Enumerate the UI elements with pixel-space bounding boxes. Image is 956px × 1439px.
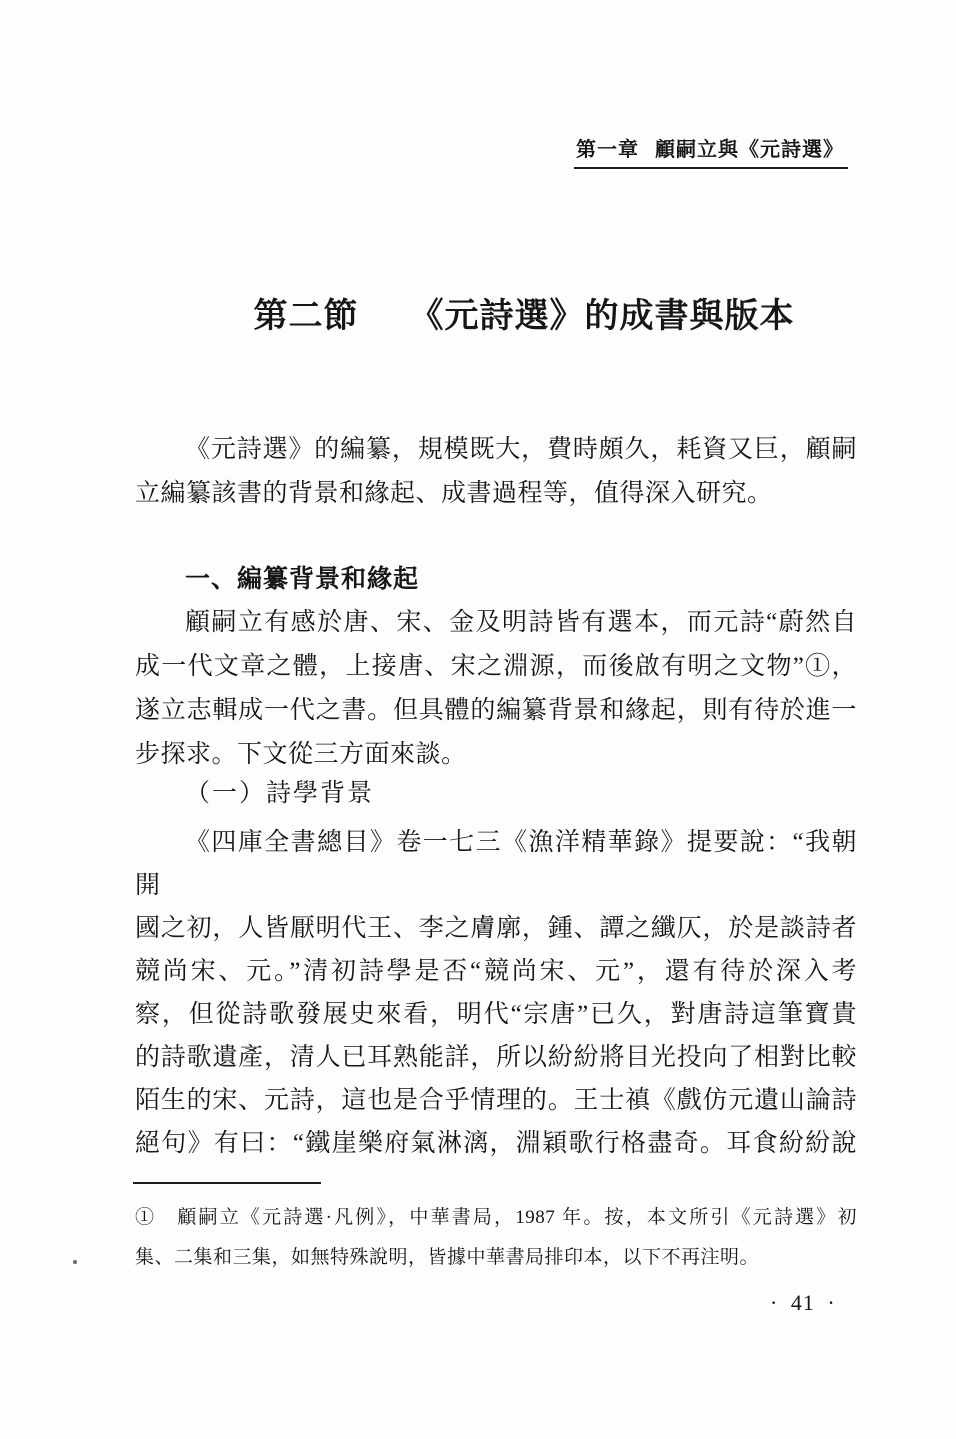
paragraph-line: 陌生的宋、元詩，這也是合乎情理的。王士禛《戲仿元遺山論詩 (135, 1087, 857, 1114)
paragraph-line: 遂立志輯成一代之書。但具體的編纂背景和緣起，則有待於進一 (135, 697, 857, 724)
scan-speck (73, 1260, 77, 1264)
footnote-line: 集、二集和三集，如無特殊說明，皆據中華書局排印本，以下不再注明。 (135, 1247, 760, 1268)
paragraph-line: 競尚宋、元。”清初詩學是否“競尚宋、元”，還有待於深入考 (135, 958, 857, 985)
paragraph-line: 立編纂該書的背景和緣起、成書過程等，值得深入研究。 (135, 480, 773, 507)
paragraph-line: 成一代文章之體，上接唐、宋之淵源，而後啟有明之文物”①， (135, 653, 857, 680)
paragraph-line: 絕句》有曰：“鐵崖樂府氣淋漓，淵穎歌行格盡奇。耳食紛紛說 (135, 1130, 857, 1157)
paragraph-line: 國之初，人皆厭明代王、李之膚廓，鍾、譚之纖仄，於是談詩者 (135, 915, 857, 942)
paragraph-line: 《四庫全書總目》卷一七三《漁洋精華錄》提要說：“我朝開 (135, 829, 857, 899)
section-title-text: 《元詩選》的成書與版本 (409, 297, 795, 335)
footnote-line: ① 顧嗣立《元詩選·凡例》，中華書局，1987 年。按，本文所引《元詩選》初 (135, 1207, 857, 1228)
paragraph-line: 步探求。下文從三方面來談。 (135, 741, 467, 768)
page-number: · 41 · (770, 1290, 836, 1315)
section-title-label: 第二節 (253, 297, 359, 335)
paragraph-line: 察，但從詩歌發展史來看，明代“宗唐”已久，對唐詩這筆寶貴 (135, 1001, 857, 1028)
paragraph-background (135, 601, 857, 777)
footnote (135, 1198, 857, 1278)
paragraph-poetics (135, 821, 857, 1165)
section-title (135, 292, 885, 340)
footnote-separator (133, 1182, 321, 1184)
subheading-poetics-background: （一）詩學背景 (185, 780, 375, 807)
paragraph-line: 的詩歌遺產，清人已耳熟能詳，所以紛紛將目光投向了相對比較 (135, 1044, 857, 1071)
heading-compilation-background: 一、編纂背景和緣起 (185, 565, 420, 593)
running-header (574, 137, 848, 169)
paragraph-intro (135, 428, 857, 516)
running-header-chapter-label: 第一章 (576, 139, 639, 161)
paragraph-line: 《元詩選》的編纂，規模既大，費時頗久，耗資又巨，顧嗣 (185, 436, 857, 463)
running-header-chapter-title: 顧嗣立與《元詩選》 (655, 139, 844, 161)
paragraph-line: 顧嗣立有感於唐、宋、金及明詩皆有選本，而元詩“蔚然自 (185, 609, 857, 636)
